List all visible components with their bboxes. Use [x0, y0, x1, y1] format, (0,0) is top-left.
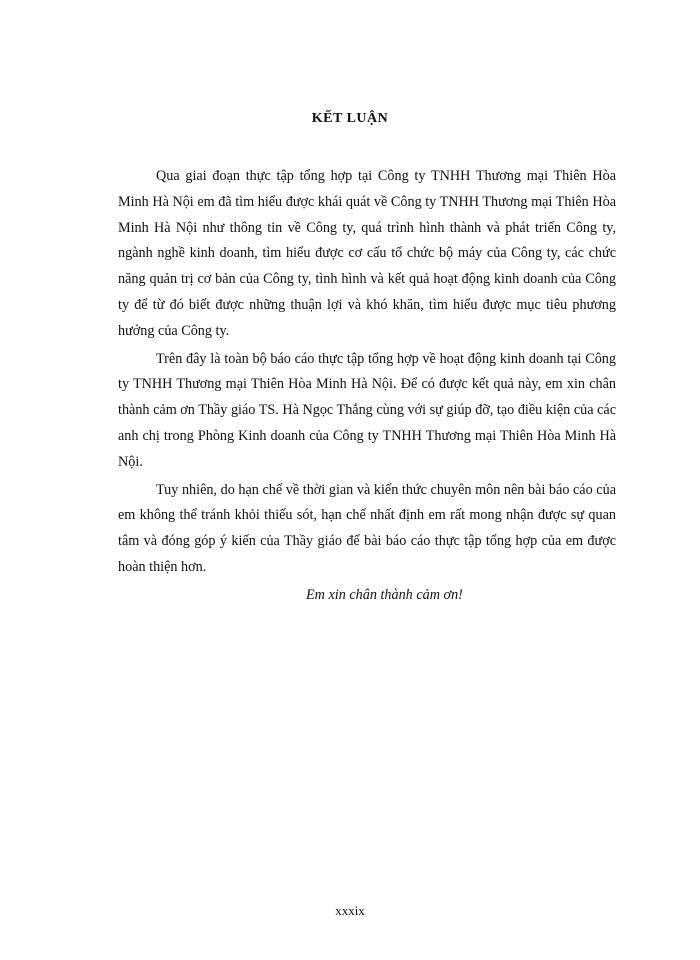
paragraph-2: Trên đây là toàn bộ báo cáo thực tập tổng hợp về hoạt động kinh doanh tại Công ty TNHH Thương mại Thiên Hòa Minh Hà Nội. Để có được kết quả này, em xin chân thành cảm ơn Thầy giáo TS. Hà Ngọc Thắng cùng với sự giúp đỡ, tạo điều kiện của các anh chị trong Phòng Kinh doanh của Công ty TNHH Thương mại Thiên Hòa Minh Hà Nội. — [118, 350, 616, 470]
page-title: KẾT LUẬN — [311, 111, 389, 126]
closing-thanks: Em xin chân thành cảm ơn! — [306, 586, 463, 603]
body-text — [118, 164, 616, 609]
paragraph-1: Qua giai đoạn thực tập tổng hợp tại Công ty TNHH Thương mại Thiên Hòa Minh Hà Nội em đã tìm hiểu được khái quát về Công ty TNHH Thương mại Thiên Hòa Minh Hà Nội như thông tin về Công ty, quá trình hình thành và phát triển Công ty, ngành nghề kinh doanh, tìm hiểu được cơ cấu tổ chức bộ máy của Công ty, các chức năng quản trị cơ bản của Công ty, tình hình và kết quả hoạt động kinh doanh của Công ty để từ đó biết được những thuận lợi và khó khăn, tìm hiểu được mục tiêu phương hướng của Công ty. — [118, 168, 616, 339]
page-number: xxxix — [335, 903, 365, 918]
paragraph-3: Tuy nhiên, do hạn chế về thời gian và kiến thức chuyên môn nên bài báo cáo của em không thể tránh khỏi thiếu sót, hạn chế nhất định em rất mong nhận được sự quan tâm và đóng góp ý kiến của Thầy giáo để bài báo cáo thực tập tổng hợp của em được hoàn thiện hơn. — [118, 481, 616, 575]
